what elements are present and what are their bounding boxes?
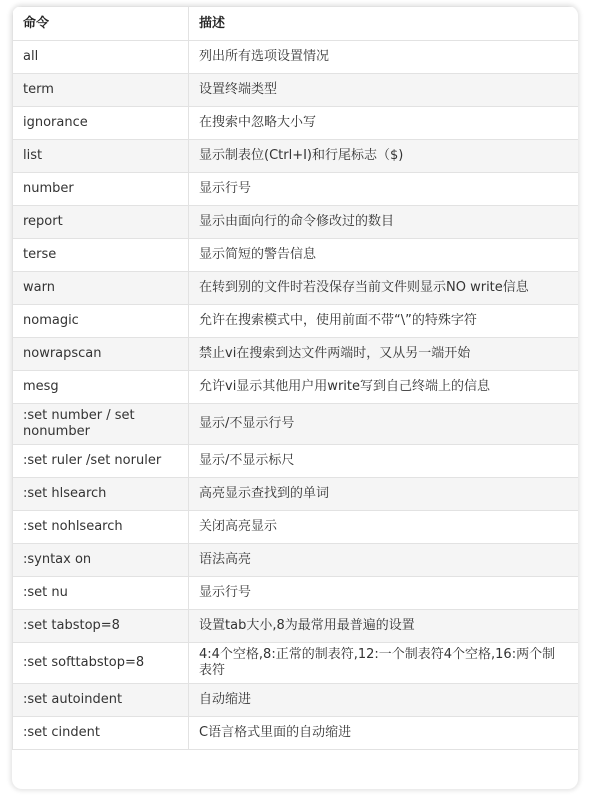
description-cell: 设置终端类型 — [189, 74, 579, 107]
command-cell: number — [13, 173, 189, 206]
command-cell: :set ruler /set noruler — [13, 445, 189, 478]
command-cell: terse — [13, 239, 189, 272]
description-cell: 自动缩进 — [189, 684, 579, 717]
table-row — [13, 717, 579, 750]
description-cell: 允许vi显示其他用户用write写到自己终端上的信息 — [189, 371, 579, 404]
command-cell: list — [13, 140, 189, 173]
table-row — [13, 577, 579, 610]
command-cell: :set number / set nonumber — [13, 404, 189, 445]
table-row — [13, 41, 579, 74]
description-cell: 允许在搜索模式中，使用前面不带“\”的特殊字符 — [189, 305, 579, 338]
table-body — [13, 41, 579, 750]
command-cell: :set nu — [13, 577, 189, 610]
table-row — [13, 239, 579, 272]
description-cell: 在搜索中忽略大小写 — [189, 107, 579, 140]
command-cell: :syntax on — [13, 544, 189, 577]
description-cell: 高亮显示查找到的单词 — [189, 478, 579, 511]
description-cell: 显示/不显示标尺 — [189, 445, 579, 478]
vi-settings-table — [12, 6, 578, 750]
table-row — [13, 272, 579, 305]
description-cell: 设置tab大小,8为最常用最普遍的设置 — [189, 610, 579, 643]
table-row — [13, 445, 579, 478]
table-row — [13, 107, 579, 140]
command-cell: term — [13, 74, 189, 107]
description-cell: 显示由面向行的命令修改过的数目 — [189, 206, 579, 239]
description-cell: 显示简短的警告信息 — [189, 239, 579, 272]
description-cell: 4:4个空格,8:正常的制表符,12:一个制表符4个空格,16:两个制表符 — [189, 643, 579, 684]
command-cell: :set cindent — [13, 717, 189, 750]
column-header-description: 描述 — [189, 7, 579, 41]
table-row — [13, 643, 579, 684]
command-cell: ignorance — [13, 107, 189, 140]
description-cell: 关闭高亮显示 — [189, 511, 579, 544]
table-row — [13, 371, 579, 404]
table-row — [13, 610, 579, 643]
command-cell: warn — [13, 272, 189, 305]
command-cell: report — [13, 206, 189, 239]
description-cell: 语法高亮 — [189, 544, 579, 577]
command-cell: all — [13, 41, 189, 74]
command-cell: :set nohlsearch — [13, 511, 189, 544]
table-row — [13, 338, 579, 371]
table-row — [13, 74, 579, 107]
command-cell: :set autoindent — [13, 684, 189, 717]
command-cell: nomagic — [13, 305, 189, 338]
table-row — [13, 511, 579, 544]
table-row — [13, 173, 579, 206]
description-cell: 列出所有选项设置情况 — [189, 41, 579, 74]
table-row — [13, 684, 579, 717]
command-cell: :set tabstop=8 — [13, 610, 189, 643]
description-cell: 禁止vi在搜索到达文件两端时，又从另一端开始 — [189, 338, 579, 371]
description-cell: 显示行号 — [189, 173, 579, 206]
description-cell: 显示行号 — [189, 577, 579, 610]
column-header-command: 命令 — [13, 7, 189, 41]
command-cell: :set softtabstop=8 — [13, 643, 189, 684]
table-header-row — [13, 7, 579, 41]
table-row — [13, 404, 579, 445]
description-cell: 显示制表位(Ctrl+I)和行尾标志（$) — [189, 140, 579, 173]
table-row — [13, 478, 579, 511]
command-cell: :set hlsearch — [13, 478, 189, 511]
description-cell: 显示/不显示行号 — [189, 404, 579, 445]
description-cell: 在转到别的文件时若没保存当前文件则显示NO write信息 — [189, 272, 579, 305]
table-row — [13, 206, 579, 239]
description-cell: C语言格式里面的自动缩进 — [189, 717, 579, 750]
table-row — [13, 544, 579, 577]
table-card — [12, 6, 578, 789]
command-cell: nowrapscan — [13, 338, 189, 371]
command-cell: mesg — [13, 371, 189, 404]
table-row — [13, 140, 579, 173]
table-row — [13, 305, 579, 338]
